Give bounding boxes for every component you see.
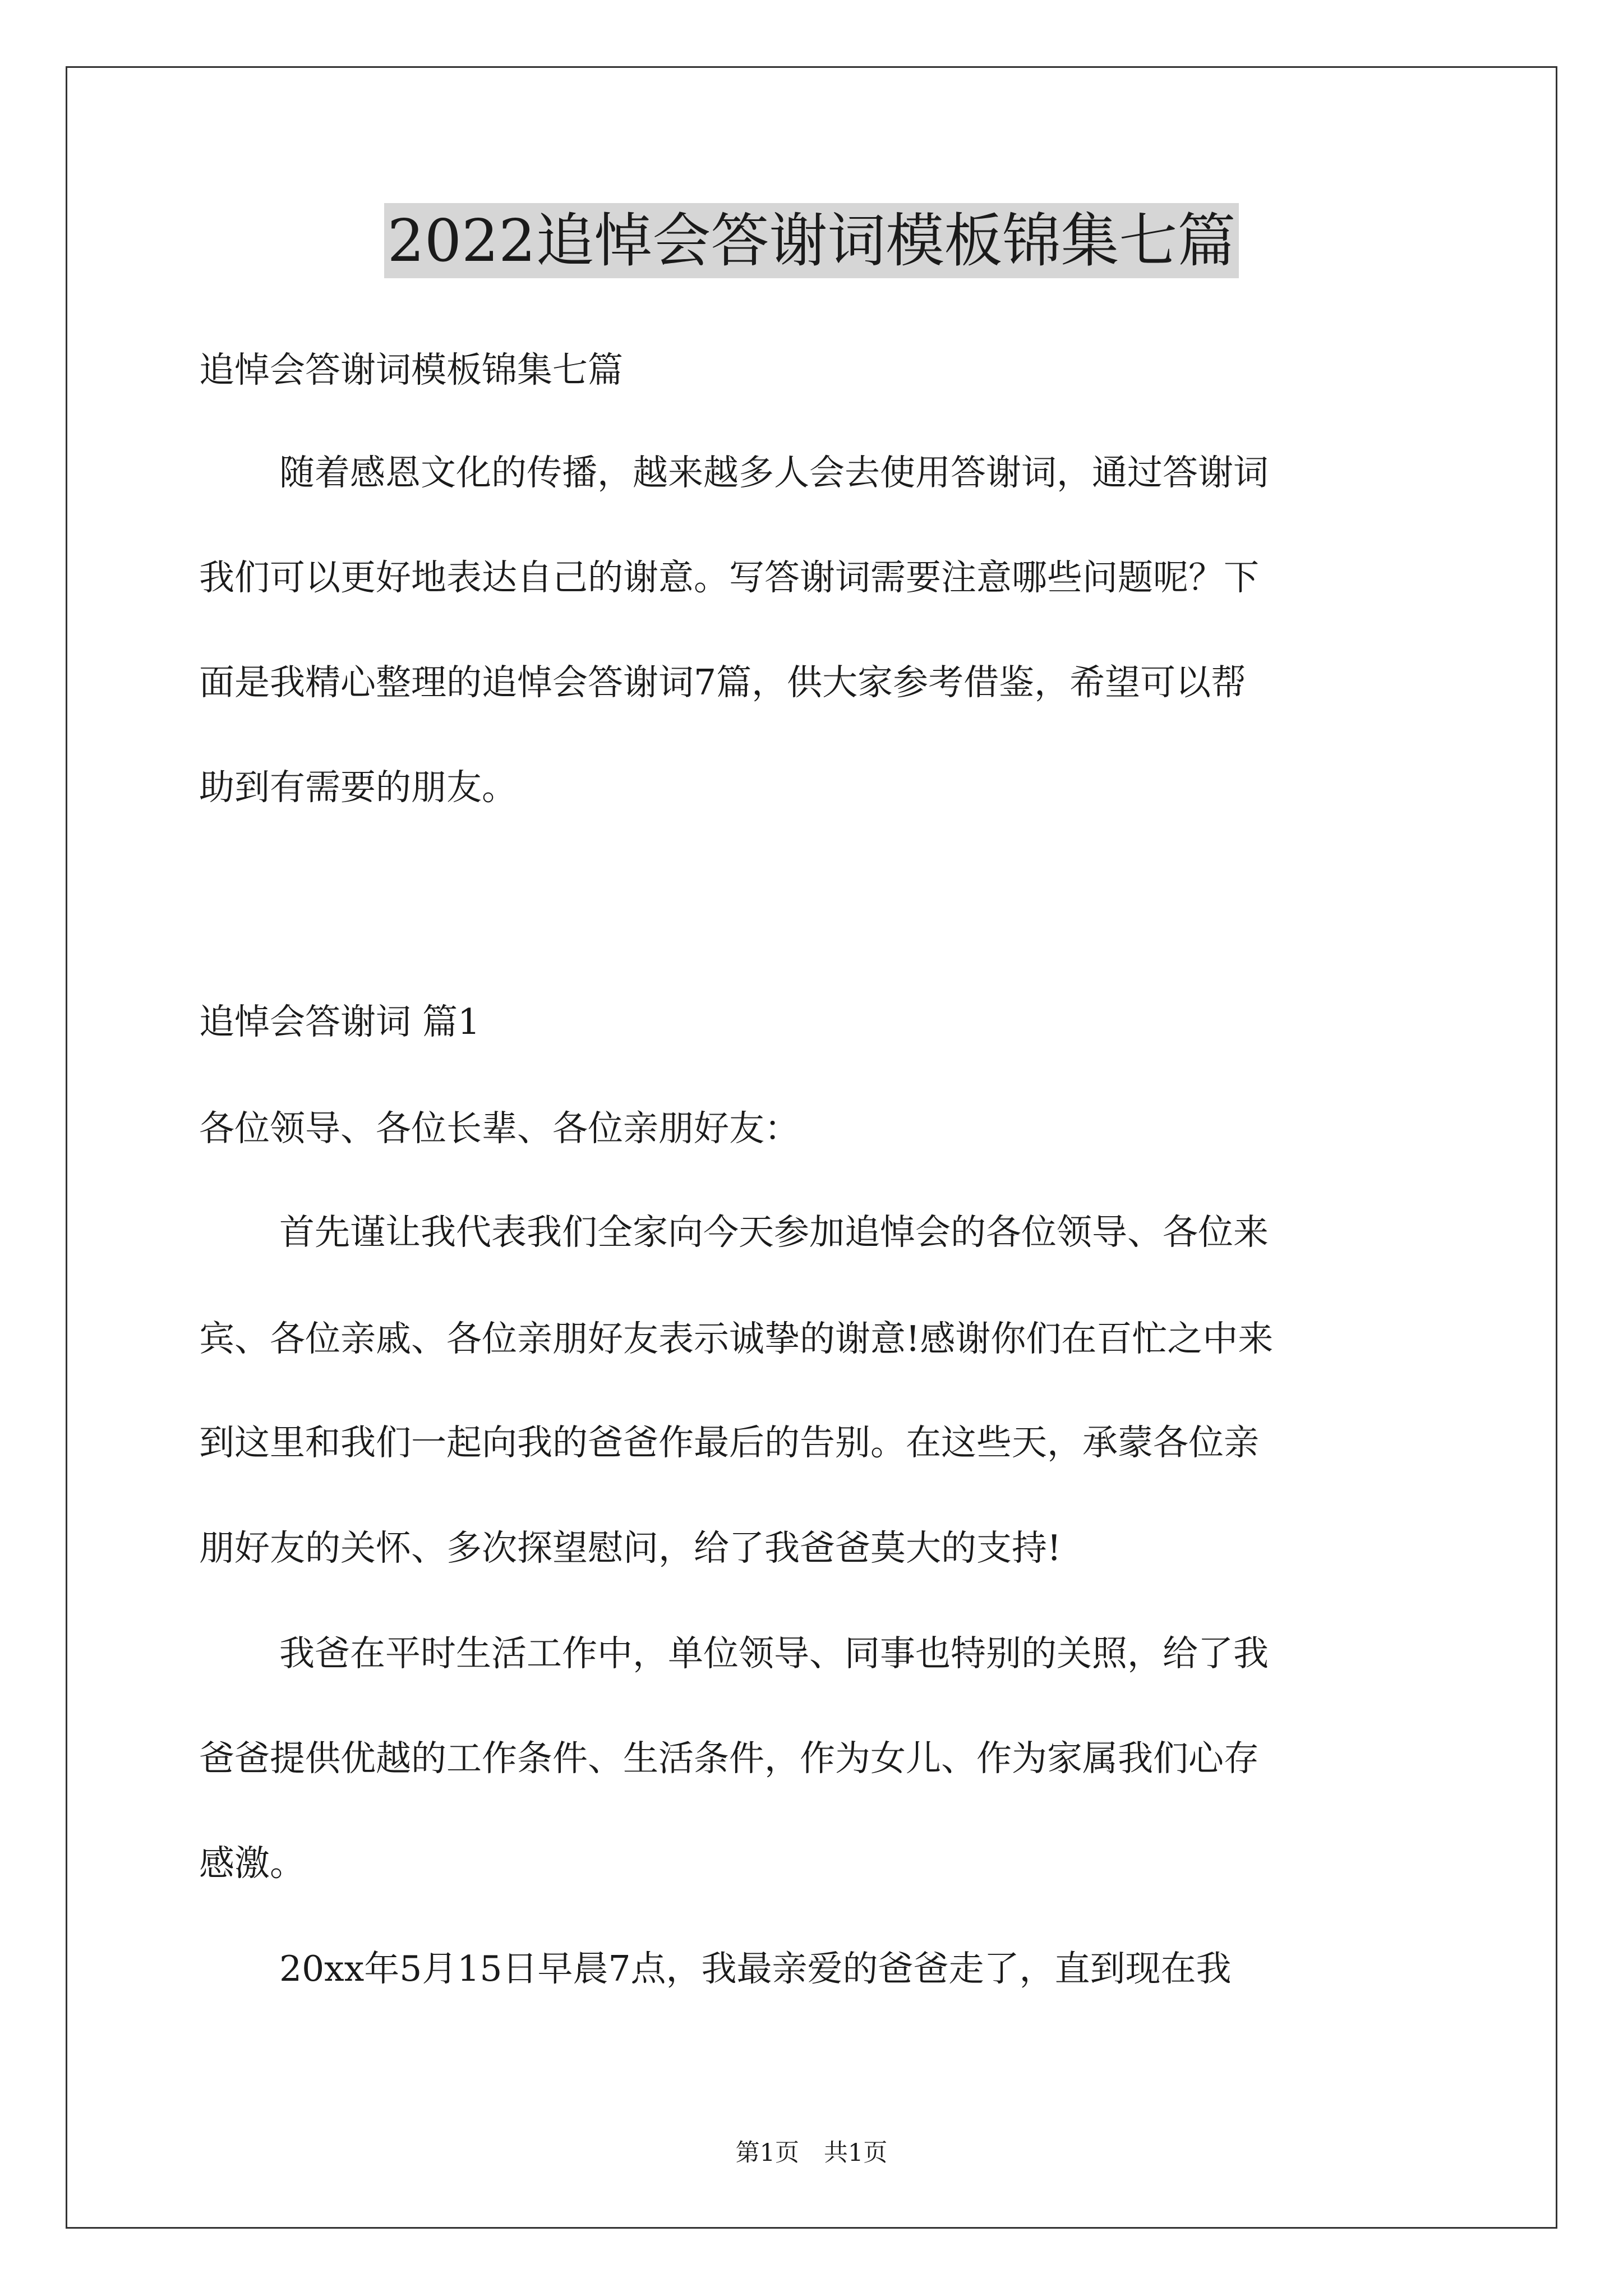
body-line: 随着感恩文化的传播，越来越多人会去使用答谢词，通过答谢词	[279, 452, 1269, 493]
body-line: 朋好友的关怀、多次探望慰问，给了我爸爸莫大的支持!	[199, 1527, 1062, 1568]
page-footer	[0, 2136, 1623, 2170]
body-line: 爸爸提供优越的工作条件、生活条件，作为女儿、作为家属我们心存	[199, 1738, 1259, 1779]
document-title-text: 2022追悼会答谢词模板锦集七篇	[384, 203, 1239, 278]
body-line: 宾、各位亲戚、各位亲朋好友表示诚挚的谢意!感谢你们在百忙之中来	[199, 1318, 1274, 1359]
document-title	[0, 203, 1623, 278]
body-line: 助到有需要的朋友。	[199, 767, 517, 808]
page-number: 第1页	[735, 2139, 799, 2167]
body-line: 各位领导、各位长辈、各位亲朋好友：	[199, 1108, 800, 1149]
body-line: 我们可以更好地表达自己的谢意。写答谢词需要注意哪些问题呢？下	[199, 557, 1259, 598]
body-line: 我爸在平时生活工作中，单位领导、同事也特别的关照，给了我	[279, 1633, 1269, 1674]
body-line: 感激。	[199, 1843, 305, 1884]
page-total: 共1页	[824, 2139, 888, 2167]
body-line: 面是我精心整理的追悼会答谢词7篇，供大家参考借鉴，希望可以帮	[199, 662, 1247, 703]
body-line: 追悼会答谢词模板锦集七篇	[199, 349, 623, 390]
section-heading: 追悼会答谢词 篇1	[199, 1001, 481, 1042]
body-line: 到这里和我们一起向我的爸爸作最后的告别。在这些天，承蒙各位亲	[199, 1422, 1259, 1463]
body-line: 20xx年5月15日早晨7点，我最亲爱的爸爸走了，直到现在我	[279, 1948, 1232, 1989]
body-line: 首先谨让我代表我们全家向今天参加追悼会的各位领导、各位来	[279, 1212, 1269, 1253]
